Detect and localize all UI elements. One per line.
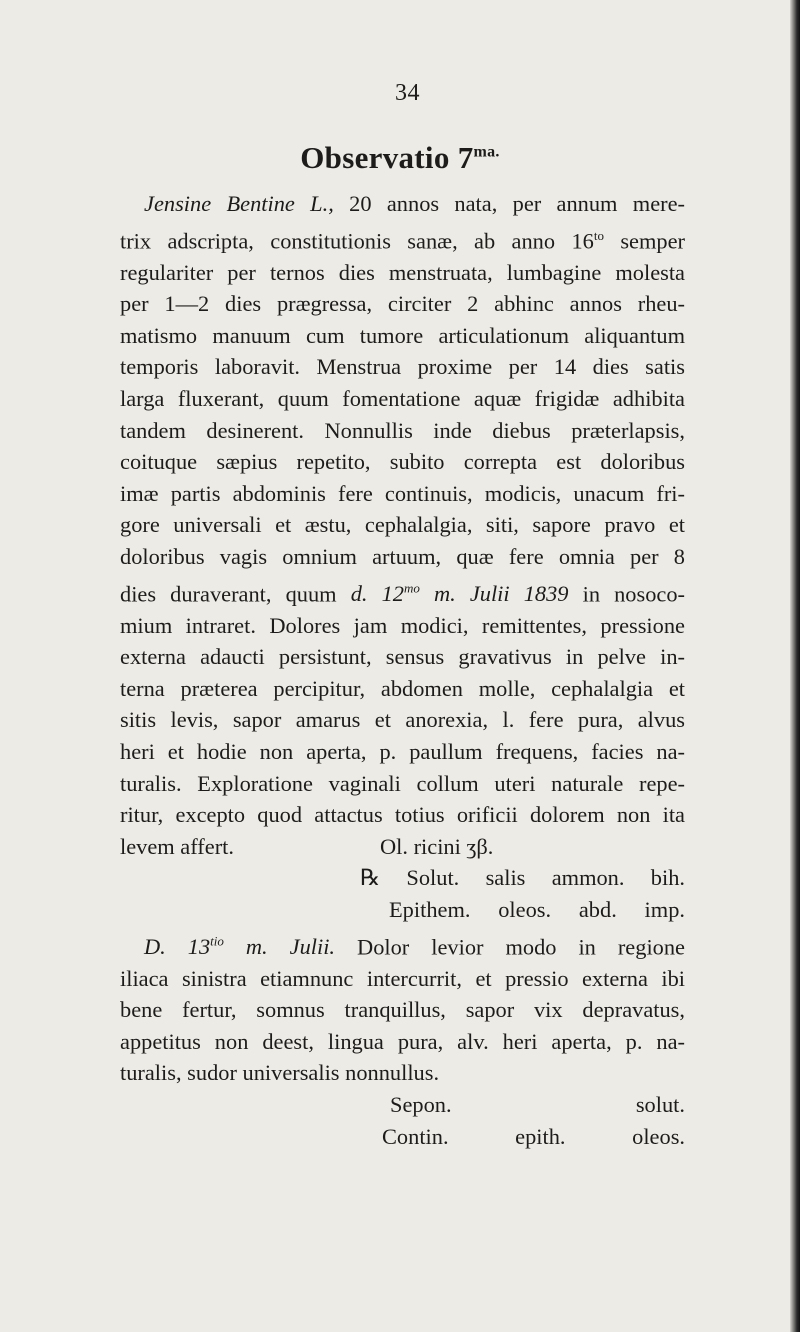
text-line: per 1—2 dies prægressa, circiter 2 abhinc annos rheu- <box>120 291 685 317</box>
book-edge <box>790 0 800 1332</box>
prescription-line: Epithem. oleos. abd. imp. <box>389 897 685 922</box>
prescription-line: Contin. epith. oleos. <box>382 1123 685 1149</box>
text-line: turalis. Exploratione vaginali collum uteri naturale repe- <box>120 770 685 796</box>
text-line: terna præterea percipitur, abdomen molle, cephalalgia et <box>120 675 685 701</box>
prescription-line: ℞ Solut. salis ammon. bih. <box>360 865 685 891</box>
text-line: coituque sæpius repetito, subito correpta est doloribus <box>120 449 685 475</box>
text-line: externa adaucti persistunt, sensus gravativus in pelve in- <box>120 644 685 670</box>
text-line: iliaca sinistra etiamnunc intercurrit, et pressio externa ibi <box>120 965 685 991</box>
text-line: ritur, excepto quod attactus totius orificii dolorem non ita <box>120 802 685 828</box>
case-text <box>120 188 685 1152</box>
text-line: larga fluxerant, quum fomentatione aquæ frigidæ adhibita <box>120 386 685 412</box>
text-line: matismo manuum cum tumore articulationum aliquantum <box>120 322 685 348</box>
text-line: sitis levis, sapor amarus et anorexia, l. fere pura, alvus <box>120 707 685 733</box>
text-line: mium intraret. Dolores jam modici, remittentes, pressione <box>120 612 685 638</box>
text-line: temporis laboravit. Menstrua proxime per 14 dies satis <box>120 354 685 380</box>
text-line: bene fertur, somnus tranquillus, sapor vix depravatus, <box>120 997 685 1023</box>
text-line: dies duraverant, quum d. $12^{mo}$ m. Julii 1839 in nosoco- <box>120 580 685 607</box>
text-line: imæ partis abdominis fere continuis, modicis, unacum fri- <box>120 480 685 506</box>
text-line: turalis, sudor universalis nonnullus. <box>120 1060 440 1086</box>
text-line: heri et hodie non aperta, p. paullum frequens, facies na- <box>120 739 685 765</box>
text-line: D. $13^{tio}$ m. Julii. Dolor levior modo in regione <box>144 933 685 960</box>
prescription-line: Sepon. solut. <box>390 1092 685 1118</box>
page-number: 34 <box>395 80 420 106</box>
patient-name: Jensine Bentine L., <box>144 191 334 216</box>
text-line: regulariter per ternos dies menstruata, lumbagine molesta <box>120 259 685 285</box>
text-line: doloribus vagis omnium artuum, quæ fere omnia per 8 <box>120 544 685 569</box>
admission-date: d. $12^{mo}$ m. Julii 1839 <box>350 580 569 607</box>
prescription-line: Ol. ricini ʒβ. <box>380 833 494 859</box>
text-line: trix adscripta, constitutionis sanæ, ab anno $16^{to}$ semper <box>120 227 685 254</box>
followup-date: D. $13^{tio}$ m. Julii. <box>144 933 336 960</box>
observation-heading <box>0 140 800 176</box>
text-line: tandem desinerent. Nonnullis inde diebus præterlapsis, <box>120 417 685 443</box>
heading-text: Observatio 7 <box>300 140 474 175</box>
text-line: Jensine Bentine L., 20 annos nata, per annum mere- <box>144 191 686 216</box>
text-line: levem affert. Ol. ricini ʒβ. <box>120 831 685 863</box>
text-line: appetitus non deest, lingua pura, alv. heri aperta, p. na- <box>120 1028 685 1054</box>
text-line: gore universali et æstu, cephalalgia, siti, sapore pravo et <box>120 512 685 538</box>
heading-superscript: ma. <box>473 143 500 161</box>
